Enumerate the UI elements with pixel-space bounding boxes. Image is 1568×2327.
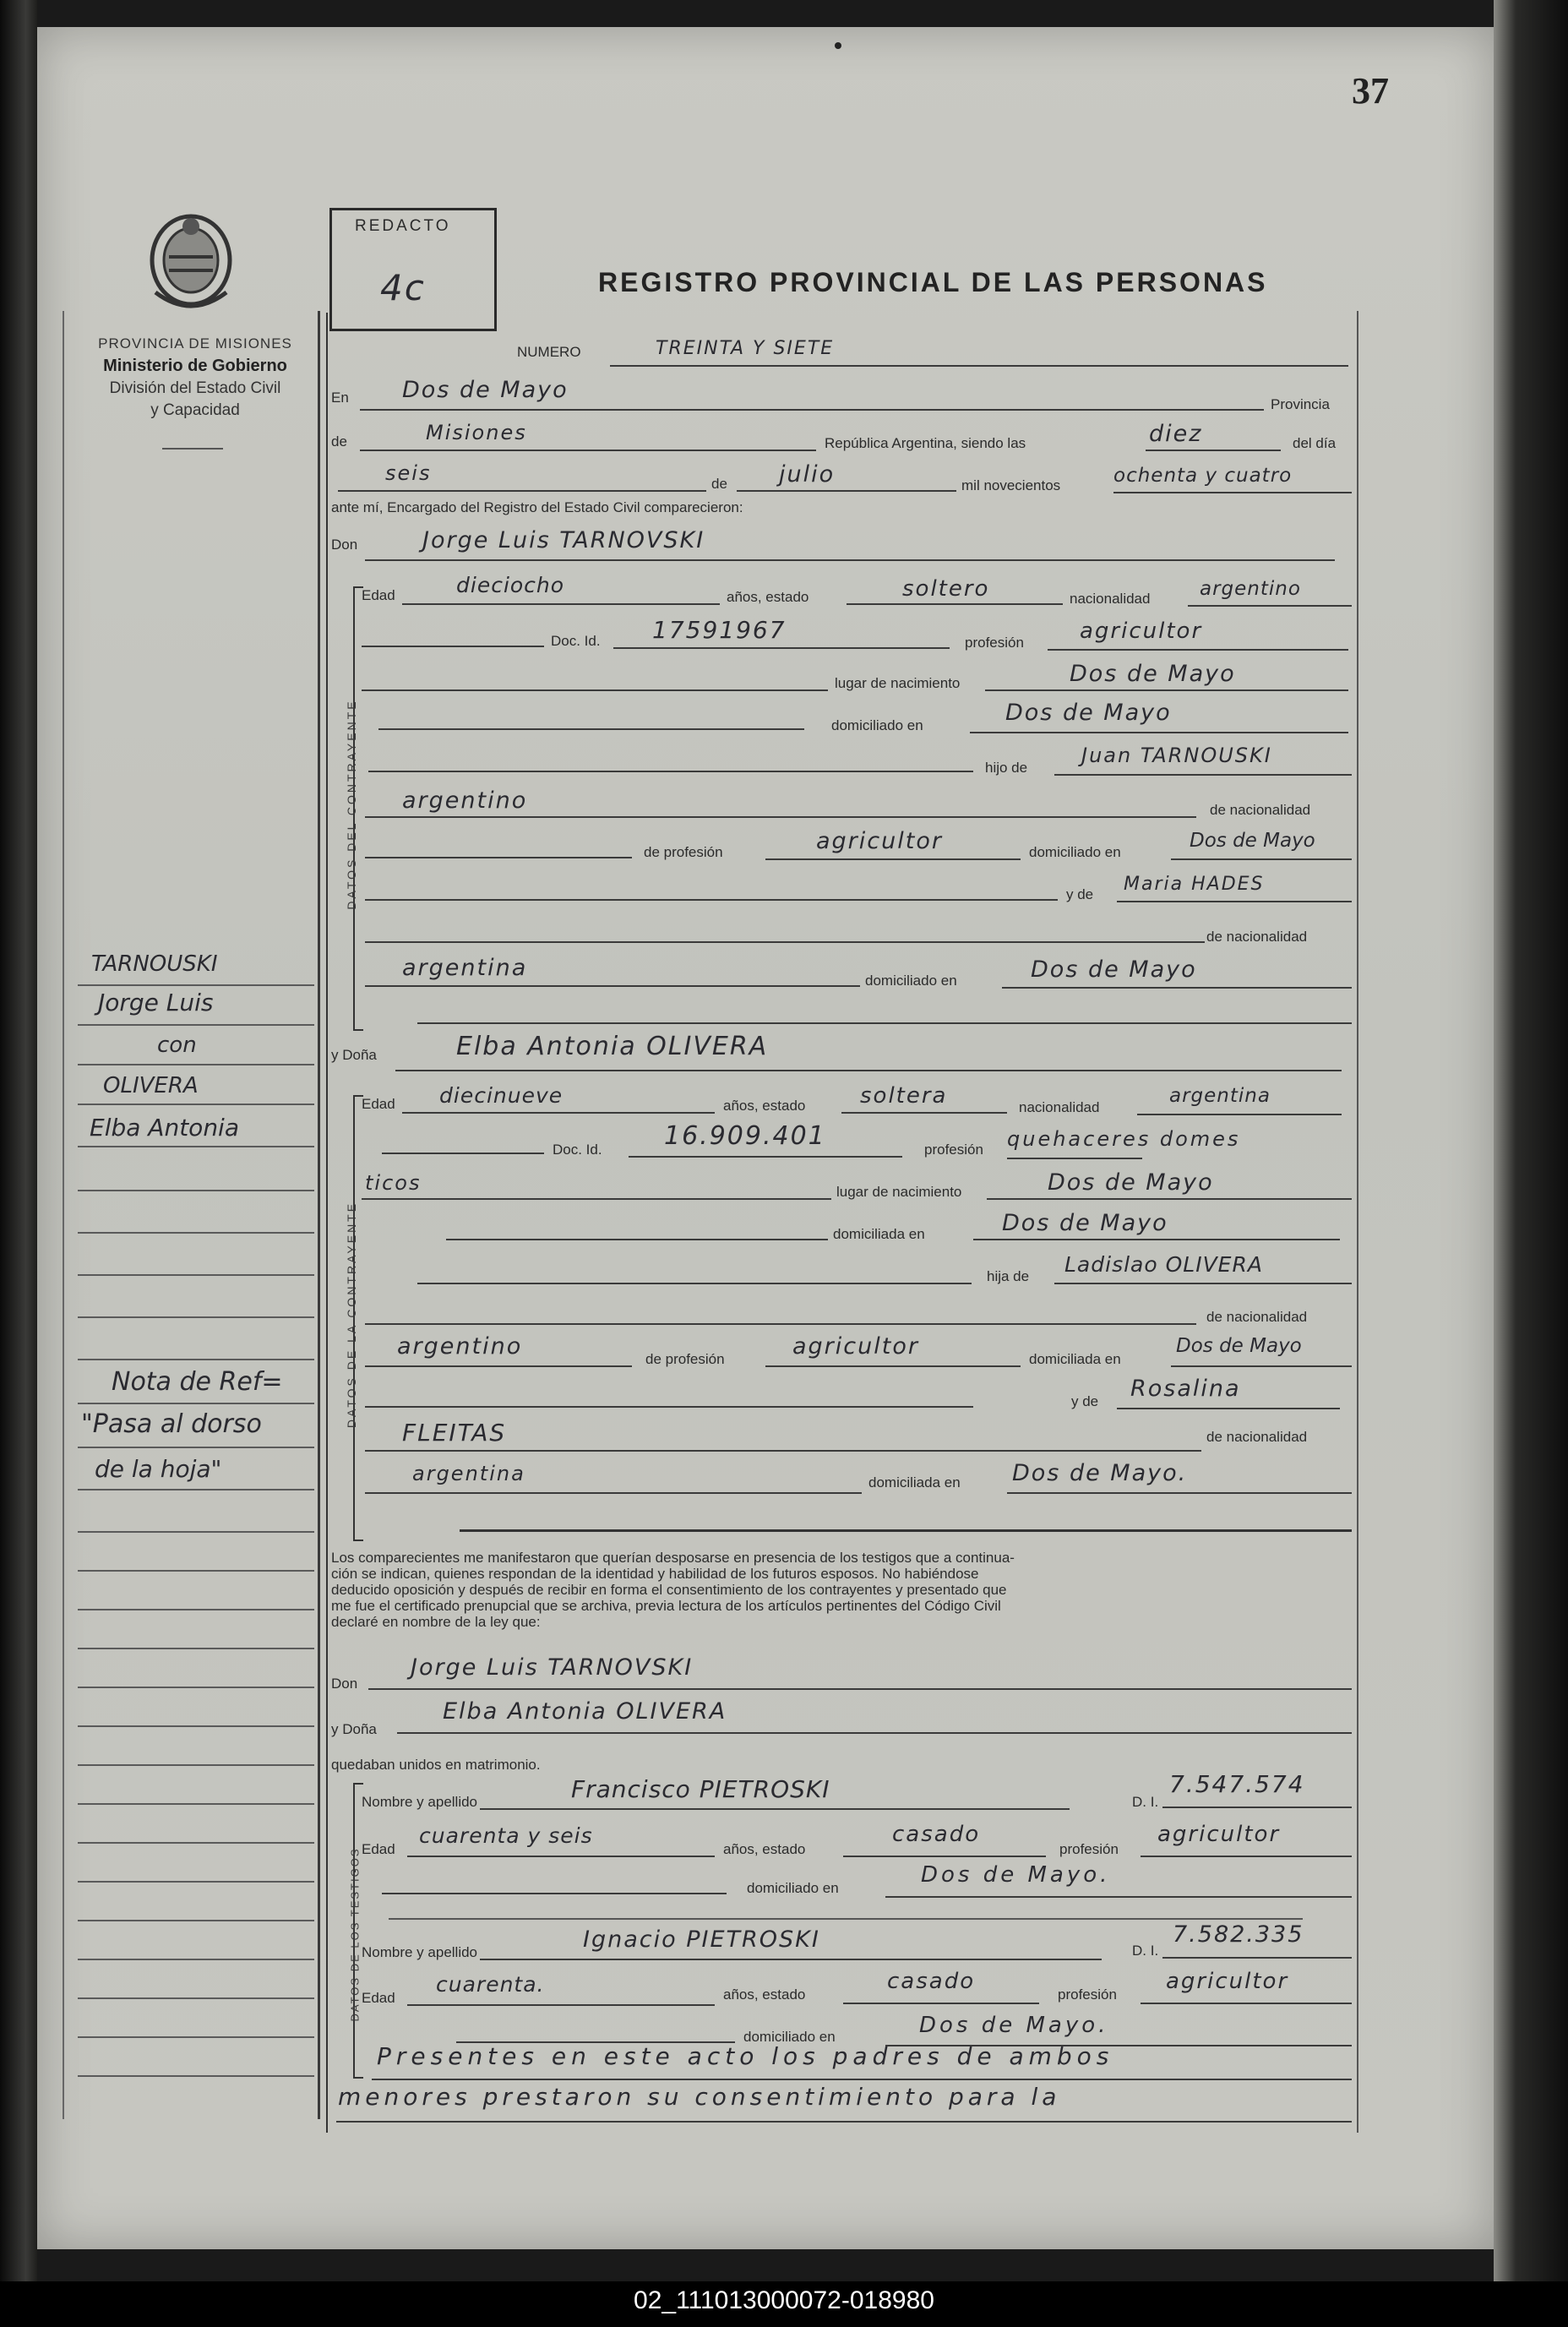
hija-label: hija de bbox=[987, 1268, 1030, 1284]
don-label: Don bbox=[331, 537, 358, 553]
blank-line-1 bbox=[417, 1022, 1352, 1024]
note-line-1 bbox=[372, 2079, 1352, 2080]
numero-label: NUMERO bbox=[517, 344, 581, 360]
margin-note-2: "Pasa al dorso bbox=[81, 1409, 262, 1439]
book-page-edge-right bbox=[1494, 0, 1568, 2327]
decl-dona-value: Elba Antonia OLIVERA bbox=[443, 1698, 727, 1725]
t1-extra-line bbox=[389, 1918, 1303, 1920]
t2-edad-value: cuarenta. bbox=[436, 1972, 545, 1997]
lugar-label: lugar de nacimiento bbox=[835, 675, 961, 691]
margin-rule bbox=[78, 1232, 314, 1234]
en-label: En bbox=[331, 390, 349, 406]
decl-don-line bbox=[368, 1688, 1352, 1690]
lugar-blank-line bbox=[362, 689, 828, 691]
anios2-label: años, estado bbox=[723, 1098, 806, 1114]
domiciliado-en-label: domiciliado en bbox=[1029, 844, 1121, 860]
t2-prof-value: agricultor bbox=[1166, 1969, 1289, 1994]
edad-label: Edad bbox=[362, 587, 395, 603]
madre2-nac-value: argentina bbox=[412, 1462, 525, 1485]
profesion2-label: profesión bbox=[924, 1142, 983, 1158]
mes-line bbox=[737, 490, 956, 492]
madre2-de-nacionalidad: de nacionalidad bbox=[1206, 1429, 1308, 1445]
numero-value: TREINTA Y SIETE bbox=[656, 338, 835, 359]
doc2-value: 16.909.401 bbox=[664, 1121, 826, 1151]
mes-value: julio bbox=[779, 461, 836, 488]
note-line-2 bbox=[336, 2121, 1352, 2123]
profesion2-line bbox=[1007, 1158, 1142, 1159]
dona-line bbox=[395, 1070, 1342, 1071]
madre2-dom-value: Dos de Mayo. bbox=[1012, 1460, 1188, 1486]
de-value: Misiones bbox=[426, 421, 527, 444]
madre2-dom-label: domiciliada en bbox=[868, 1474, 961, 1490]
coat-of-arms-seal bbox=[144, 210, 238, 319]
margin-rule bbox=[78, 1531, 314, 1533]
padre-prof-value: agricultor bbox=[816, 828, 943, 854]
t2-estado-line bbox=[843, 2003, 1039, 2004]
padre-dom-line bbox=[1171, 858, 1352, 860]
decl-don-value: Jorge Luis TARNOVSKI bbox=[411, 1654, 694, 1681]
nacionalidad-line bbox=[1188, 605, 1352, 607]
padre2-prof-value: agricultor bbox=[792, 1333, 919, 1360]
madre2-dom-line bbox=[1007, 1492, 1352, 1494]
hora-value: diez bbox=[1149, 421, 1203, 447]
domicilio-value: Dos de Mayo bbox=[1005, 700, 1172, 726]
madre-line bbox=[1117, 901, 1352, 902]
t1-nombre-label: Nombre y apellido bbox=[362, 1794, 478, 1810]
nacionalidad2-line bbox=[1137, 1114, 1342, 1115]
estado-value: soltero bbox=[902, 576, 990, 602]
redacto-value: 4c bbox=[380, 267, 426, 308]
lugar2-line bbox=[987, 1198, 1352, 1200]
org-line-2: Ministerio de Gobierno bbox=[103, 357, 287, 375]
madre-nac-value: argentina bbox=[402, 955, 528, 981]
de-line bbox=[360, 450, 816, 451]
edad-line bbox=[402, 603, 720, 605]
hora-line bbox=[1146, 450, 1281, 451]
margin-surname: TARNOUSKI bbox=[91, 951, 218, 977]
t2-anios-label: años, estado bbox=[723, 1986, 806, 2003]
margin-rule bbox=[78, 1064, 314, 1065]
estado-line bbox=[847, 603, 1063, 605]
margin-rule bbox=[78, 1104, 314, 1105]
hijo-blank-line bbox=[368, 771, 973, 772]
hijo-label: hijo de bbox=[985, 760, 1028, 776]
margin-note-3: de la hoja" bbox=[95, 1455, 222, 1483]
edad2-value: diecinueve bbox=[439, 1083, 564, 1108]
madre-nac-value-line bbox=[365, 985, 860, 987]
margin-con: con bbox=[157, 1033, 197, 1058]
profesion2-cont: ticos bbox=[365, 1171, 422, 1195]
decl-dona-line bbox=[397, 1732, 1352, 1734]
lugar2-label: lugar de nacimiento bbox=[836, 1184, 962, 1200]
profesion-label: profesión bbox=[965, 635, 1024, 651]
contrayente1-name: Jorge Luis TARNOVSKI bbox=[422, 527, 705, 553]
madre2-value: Rosalina bbox=[1130, 1376, 1241, 1402]
margin-rule bbox=[78, 1274, 314, 1276]
padre2-value: Ladislao OLIVERA bbox=[1064, 1252, 1263, 1277]
padre-prof-line bbox=[765, 858, 1021, 860]
org-line-4: y Capacidad bbox=[150, 401, 240, 419]
margin-rule bbox=[78, 1447, 314, 1448]
t2-estado-value: casado bbox=[887, 1969, 976, 1994]
declaration-line-4: me fue el certificado prenupcial que se archiva, previa lectura de los artículos pertinentes del Código Civil bbox=[331, 1598, 1001, 1614]
margin-rule bbox=[78, 1959, 314, 1960]
decl-dona-label: y Doña bbox=[331, 1721, 377, 1737]
en-value: Dos de Mayo bbox=[402, 377, 569, 403]
margin-rule bbox=[78, 1687, 314, 1688]
side-label-contrayente: DATOS DEL CONTRAYENTE bbox=[345, 699, 358, 910]
profesion2-value: quehaceres domes bbox=[1007, 1127, 1241, 1151]
provincia-label: Provincia bbox=[1271, 396, 1330, 412]
page-number: 37 bbox=[1352, 70, 1389, 112]
margin-rule bbox=[78, 1316, 314, 1318]
padre-dom-value: Dos de Mayo bbox=[1190, 830, 1315, 852]
de-profesion2-label: de profesión bbox=[645, 1351, 725, 1367]
domicilio2-value: Dos de Mayo bbox=[1002, 1210, 1168, 1236]
madre-value: Maria HADES bbox=[1124, 874, 1265, 895]
declaration-line-1: Los comparecientes me manifestaron que querían desposarse en presencia de los testigos que a continua- bbox=[331, 1550, 1015, 1566]
margin-surname-2: OLIVERA bbox=[103, 1073, 199, 1098]
domicilio2-blank-line bbox=[446, 1239, 828, 1240]
book-binding-left bbox=[0, 0, 37, 2327]
en-line bbox=[360, 409, 1264, 411]
margin-rule bbox=[78, 1803, 314, 1805]
t2-dom-label: domiciliado en bbox=[743, 2029, 836, 2045]
mil-label: mil novecientos bbox=[961, 477, 1061, 493]
lugar2-line-a bbox=[362, 1198, 831, 1200]
t1-dom-label: domiciliado en bbox=[747, 1880, 839, 1896]
de-nacionalidad-label: de nacionalidad bbox=[1210, 802, 1311, 818]
domicilio2-label: domiciliada en bbox=[833, 1226, 925, 1242]
declaration-line-5: declaré en nombre de la ley que: bbox=[331, 1614, 541, 1630]
t1-dom-blank-line bbox=[382, 1893, 727, 1894]
anios-label: años, estado bbox=[727, 589, 809, 605]
side-label-testigos: DATOS DE LOS TESTIGOS bbox=[348, 1847, 362, 2022]
madre-dom-value: Dos de Mayo bbox=[1031, 956, 1197, 983]
t2-di-line bbox=[1162, 1957, 1352, 1959]
t2-nombre-line bbox=[480, 1959, 1102, 1960]
madre-dom-line bbox=[1002, 987, 1352, 989]
dona-label: y Doña bbox=[331, 1047, 377, 1063]
y-de2-label: y de bbox=[1071, 1393, 1099, 1409]
domicilio-blank-line bbox=[378, 728, 804, 730]
t2-nombre-label: Nombre y apellido bbox=[362, 1944, 478, 1960]
doc-line bbox=[613, 647, 950, 649]
t1-estado-value: casado bbox=[892, 1822, 981, 1847]
nacionalidad-label: nacionalidad bbox=[1070, 591, 1151, 607]
edad2-line bbox=[402, 1112, 715, 1114]
hijo-line bbox=[1054, 774, 1352, 776]
anio-line bbox=[1113, 492, 1352, 493]
margin-rule bbox=[78, 2036, 314, 2038]
t1-edad-value: cuarenta y seis bbox=[419, 1823, 593, 1848]
footer-image-id: 02_111013000072-018980 bbox=[634, 2286, 934, 2314]
don-line bbox=[365, 559, 1335, 561]
republica-label: República Argentina, siendo las bbox=[825, 435, 1026, 451]
doc2-blank-line bbox=[382, 1153, 544, 1154]
padre2-nac-value-line bbox=[365, 1365, 632, 1367]
t1-dom-line bbox=[885, 1896, 1352, 1898]
madre2-line bbox=[1117, 1408, 1340, 1409]
doc2-line bbox=[629, 1156, 902, 1158]
t1-nombre-value: Francisco PIETROSKI bbox=[571, 1775, 830, 1803]
padre-value: Juan TARNOUSKI bbox=[1081, 744, 1272, 767]
margin-rule bbox=[78, 1609, 314, 1610]
margin-rule bbox=[78, 1881, 314, 1883]
margin-rule bbox=[78, 1403, 314, 1404]
blank-line-2 bbox=[460, 1529, 1352, 1532]
edad2-label: Edad bbox=[362, 1096, 395, 1112]
estado2-value: soltera bbox=[860, 1083, 948, 1109]
margin-rule bbox=[78, 1764, 314, 1766]
ante-label: ante mí, Encargado del Registro del Estado Civil comparecieron: bbox=[331, 499, 743, 515]
ink-dot bbox=[835, 42, 841, 49]
margin-rule bbox=[78, 1570, 314, 1572]
de-profesion-label: de profesión bbox=[644, 844, 723, 860]
t2-di-value: 7.582.335 bbox=[1173, 1921, 1304, 1948]
document-title: REGISTRO PROVINCIAL DE LAS PERSONAS bbox=[598, 267, 1268, 297]
padre2-nac-value: argentino bbox=[397, 1333, 523, 1360]
profesion-value: agricultor bbox=[1080, 619, 1203, 644]
madre2-apellido: FLEITAS bbox=[402, 1419, 507, 1447]
side-label-contrayente2: DATOS DE LA CONTRAYENTE bbox=[345, 1201, 358, 1429]
org-line-1: PROVINCIA DE MISIONES bbox=[98, 335, 292, 352]
nacionalidad2-value: argentina bbox=[1169, 1085, 1271, 1107]
de-label: de bbox=[331, 433, 347, 450]
bottom-note-line-2: menores prestaron su consentimiento para la bbox=[338, 2083, 1061, 2111]
madre2-apellido-line bbox=[365, 1450, 1201, 1452]
org-divider bbox=[162, 448, 223, 450]
madre-de-nacionalidad-label: de nacionalidad bbox=[1206, 929, 1308, 945]
estado2-line bbox=[841, 1112, 1007, 1114]
form-border-left bbox=[326, 313, 328, 2133]
margin-given-name-2: Elba Antonia bbox=[90, 1114, 239, 1142]
padre2-nac-line bbox=[365, 1323, 1196, 1325]
nacionalidad-value: argentino bbox=[1200, 578, 1301, 600]
padre2-de-nacionalidad: de nacionalidad bbox=[1206, 1309, 1308, 1325]
declaration-line-3: deducido oposición y después de recibir en forma el consentimiento de los contrayentes y presentado que bbox=[331, 1582, 1007, 1598]
edad-value: dieciocho bbox=[456, 573, 565, 597]
bracket3-bottom bbox=[353, 2077, 363, 2079]
doc-blank-line bbox=[362, 646, 544, 647]
domicilio-line bbox=[970, 732, 1348, 733]
bottom-note-line-1: Presentes en este acto los padres de ambos bbox=[377, 2042, 1114, 2070]
lugar2-value: Dos de Mayo bbox=[1048, 1169, 1214, 1196]
hija-line bbox=[1054, 1283, 1352, 1284]
domicilio-label: domiciliado en bbox=[831, 717, 923, 733]
t1-edad-label: Edad bbox=[362, 1841, 395, 1857]
contrayente2-name: Elba Antonia OLIVERA bbox=[456, 1032, 769, 1061]
numero-line bbox=[610, 365, 1348, 367]
bracket3-top bbox=[353, 1783, 363, 1785]
nacionalidad2-label: nacionalidad bbox=[1019, 1099, 1100, 1115]
t1-di-line bbox=[1162, 1807, 1352, 1808]
t2-prof-label: profesión bbox=[1058, 1986, 1117, 2003]
dia-line bbox=[338, 490, 706, 492]
margin-rule bbox=[78, 1146, 314, 1147]
declaration-line-2: ción se indican, quienes respondan de la identidad y habilidad de los futuros esposos. No habiéndose bbox=[331, 1566, 979, 1582]
doc2-label: Doc. Id. bbox=[553, 1142, 602, 1158]
profesion-line bbox=[1048, 649, 1348, 651]
margin-rule bbox=[78, 984, 314, 986]
margin-border-right bbox=[318, 311, 320, 2119]
margin-rule bbox=[78, 1725, 314, 1727]
padre2-dom-value: Dos de Mayo bbox=[1176, 1335, 1302, 1357]
madre-blank-line bbox=[365, 899, 1058, 901]
t1-prof-label: profesión bbox=[1059, 1841, 1119, 1857]
madre-dom-label: domiciliado en bbox=[865, 973, 957, 989]
margin-rule bbox=[78, 1920, 314, 1921]
lugar-value: Dos de Mayo bbox=[1070, 661, 1236, 687]
margin-rule bbox=[78, 1997, 314, 1999]
hija-blank-line bbox=[417, 1283, 972, 1284]
padre2-prof-line bbox=[765, 1365, 1021, 1367]
org-line-3: División del Estado Civil bbox=[109, 379, 281, 397]
t1-estado-line bbox=[843, 1856, 1046, 1857]
madre-nac-line bbox=[365, 941, 1205, 943]
prof-blank-line bbox=[365, 857, 632, 858]
t2-di-label: D. I. bbox=[1132, 1943, 1159, 1959]
t1-prof-line bbox=[1141, 1856, 1352, 1857]
dia-value: seis bbox=[385, 461, 432, 485]
t2-nombre-value: Ignacio PIETROSKI bbox=[583, 1926, 820, 1953]
madre2-blank-line bbox=[365, 1406, 973, 1408]
margin-rule bbox=[78, 2075, 314, 2077]
t2-dom-value: Dos de Mayo. bbox=[919, 2013, 1109, 2038]
margin-rule bbox=[78, 1842, 314, 1844]
t1-prof-value: agricultor bbox=[1157, 1822, 1281, 1847]
domiciliada2-label: domiciliada en bbox=[1029, 1351, 1121, 1367]
margin-note-1: Nota de Ref= bbox=[112, 1367, 283, 1397]
bracket2-bottom bbox=[353, 1540, 363, 1541]
decl-don-label: Don bbox=[331, 1676, 358, 1692]
margin-rule bbox=[78, 1359, 314, 1360]
t1-dom-value: Dos de Mayo. bbox=[921, 1862, 1111, 1888]
t1-nombre-line bbox=[480, 1808, 1070, 1810]
t1-anios-label: años, estado bbox=[723, 1841, 806, 1857]
y-de-label: y de bbox=[1066, 886, 1094, 902]
bracket-bottom bbox=[353, 1029, 363, 1031]
anio-value: ochenta y cuatro bbox=[1113, 465, 1293, 487]
doc-label: Doc. Id. bbox=[551, 633, 601, 649]
t2-edad-label: Edad bbox=[362, 1990, 395, 2006]
margin-border-left bbox=[63, 311, 64, 2119]
margin-given-name: Jorge Luis bbox=[98, 989, 214, 1016]
lugar-line bbox=[985, 689, 1348, 691]
padre-nac-line bbox=[365, 816, 1196, 818]
del-dia-label: del día bbox=[1293, 435, 1337, 451]
redacto-label: REDACTO bbox=[355, 217, 451, 235]
doc-value: 17591967 bbox=[652, 616, 787, 644]
padre-nac-value: argentino bbox=[402, 787, 528, 814]
margin-rule bbox=[78, 1024, 314, 1026]
margin-rule bbox=[78, 1648, 314, 1649]
madre2-nac-line bbox=[365, 1492, 862, 1494]
domicilio2-line bbox=[973, 1239, 1340, 1240]
t2-edad-line bbox=[407, 2004, 715, 2006]
form-border-right bbox=[1357, 311, 1358, 2133]
t1-di-label: D. I. bbox=[1132, 1794, 1159, 1810]
padre2-dom-line bbox=[1171, 1365, 1352, 1367]
t1-edad-line bbox=[407, 1856, 715, 1857]
t1-di-value: 7.547.574 bbox=[1169, 1770, 1305, 1798]
de-mes-label: de bbox=[711, 476, 727, 492]
t2-prof-line bbox=[1141, 2003, 1352, 2004]
margin-rule bbox=[78, 1489, 314, 1490]
unidos-text: quedaban unidos en matrimonio. bbox=[331, 1757, 541, 1773]
margin-rule bbox=[78, 1190, 314, 1191]
